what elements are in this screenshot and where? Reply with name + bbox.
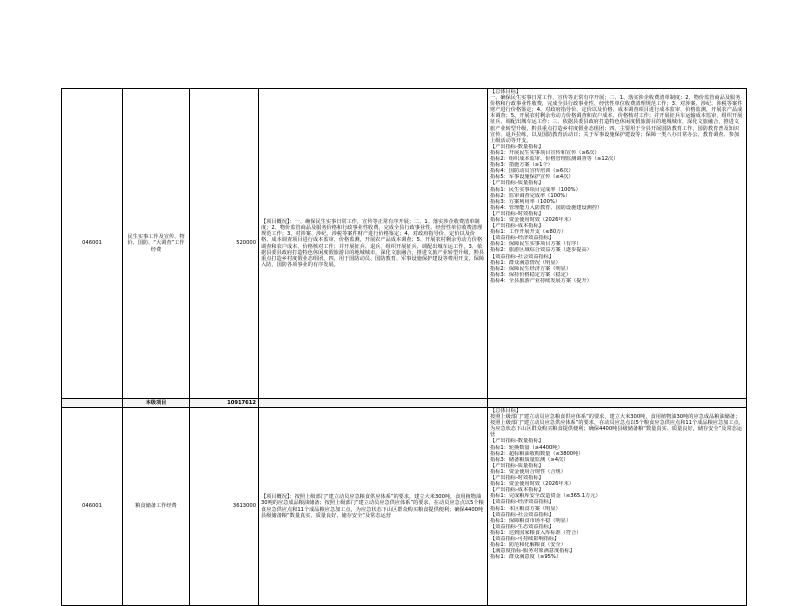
- goal-line: 【产出指标-成本指标】: [490, 487, 544, 494]
- goal-line: 指标2：旅游区域综合效益方案（逐步提高）: [490, 247, 592, 254]
- goal-line: 指标1：轮换数量（≥4400吨）: [490, 444, 563, 451]
- project-name: 粮食储备工作经费: [123, 408, 190, 606]
- goal-line: 按照上级部门“建立动员应急粮食供应体系”的要求，建立大米300吨，食用植物油30吨的应急成品粮油储备；按照上级部门“建立动员应急供应体系”的要求，在动员应急点以5个粮食应急供应点和11个成品粮应急加工点，为应急状态下山区群众购买粮食提供便利；确保4400吨县级储备粮“数量真实、质量良好，储存安全”及常态运营: [490, 414, 744, 439]
- goal-line: 指标1：完成粮库安全改造资金（≤365.1万元）: [490, 493, 601, 500]
- project-description: 【项目概况】：一、确保民生实事日常工作，宣传等正常有序开展；二、1、落实涉企收费清单制度；2、物价监管商品及服务价格和行政事业性收费，完成全县行政事业性、经营性单位收费清理规范工作；3、对涉案、涉纪、涉税等案件财产进行价格鉴定；4、对政府指导价、定价以及价格、成本调查项目进行成本监审、价格监测，开展农产品成本调查；5、开展农村剩余劳动力价格调查和农户成本、价格核对工作；并开展征兵、退兵、组织开展征兵、调配出城车运工作，3、依据县委县政府打造特色休闲度假旅游目的地城城市，深化文旅融合，推进文旅产业转型升级，黔县重点打造乡村度假业态组团，四、用于国防动员、国防教育、军事设施保护建设等费用开支，保障入防、国防各项事业的有序发展。: [259, 89, 488, 399]
- empty-cell: [62, 399, 123, 408]
- goal-line: 【效益指标-社会效益指标】: [490, 511, 555, 518]
- table-row: [62, 89, 747, 399]
- goal-line: 【效益指标-生态效益指标】: [490, 523, 555, 530]
- goal-line: 指标1：工作开展开支（≤80万）: [490, 229, 567, 236]
- goal-line: 【产出指标-质量指标】: [490, 462, 544, 469]
- goal-line: 指标1：防范和化解粮食（安全）: [490, 542, 566, 549]
- goal-line: 【产出指标-数量指标】: [490, 438, 544, 445]
- empty-cell: [259, 399, 488, 408]
- goal-heading: 【总体目标】: [490, 89, 522, 95]
- project-amount: 3613000: [190, 408, 259, 606]
- performance-goals: [488, 89, 747, 399]
- goal-line: 指标1：保障民生实事项目方案（有序）: [490, 241, 582, 248]
- goal-line: 指标2：保障民生经济方案（明显）: [490, 265, 572, 272]
- goal-line: 指标2：组织成本监审、价格管理监测调查等（≥12次）: [490, 156, 619, 163]
- goal-line: 指标1：本区粮食方案（明显）: [490, 505, 561, 512]
- goal-line: 【效益指标-经济效益指标】: [490, 235, 555, 242]
- goal-line: 【满意度指标-服务对象满意度指标】: [490, 548, 575, 555]
- project-name: 民生实事工作及宣传、物价、国防、“大调查”工作经费: [123, 89, 190, 399]
- goal-line: 指标2：超标粮油收购数量（≤3800吨）: [490, 450, 584, 457]
- goal-line: 指标3：保持价格稳定方案（稳定）: [490, 271, 572, 278]
- goal-line: 指标1：资金使用时效（2026年末）: [490, 216, 574, 223]
- project-code: 046001: [62, 408, 123, 606]
- goal-line: 指标1：开展民生实事项目宣传和宣传（≥6次）: [490, 149, 600, 156]
- goal-line: 一、确保民生实事日常工作，宣传等正常有序开展；二、1、落实涉企收费清单制度；2、物价监管商品及服务价格和行政事业性收费，完成全县行政事业性、经营性单位收费清理规范工作；3、对涉案、涉纪、涉税等案件财产进行价格鉴定；4、对政府指导价、定价以及价格、成本调查项目进行成本监审、价格监测，开展农产品成本调查；5、开展农村剩余劳动力价格调查和农户成本、价格核对工作；并开展征兵车运输成本监审、组织开展征兵、调配出城车运工作；三、依据县委县政府打造特色休闲度假旅游目的地城城市，深化文旅融合，推进文旅产业转型升级，黔县重点打造乡村度假业态组团；四、主要用于全县开展国防教育工作，国防教育普及知识宣传、退兵拉练，以及国防教育活动日；关于军事设施保护建设等；保障一类八办日常办公、教育调查、参加上级活动等开支。: [490, 95, 743, 144]
- goal-line: 【效益指标-社会效益指标】: [490, 253, 555, 260]
- project-code: 046001: [62, 89, 123, 399]
- goal-line: 【效益指标-可持续影响指标】: [490, 535, 560, 542]
- goal-line: 【产出指标-质量指标】: [490, 180, 544, 187]
- goal-line: 指标2：监审调查完成率（100%）: [490, 192, 571, 199]
- goal-line: 指标1：资金使用合规性（合规）: [490, 468, 566, 475]
- goal-line: 【产出指标-成本指标】: [490, 223, 544, 230]
- project-description: 【项目概况】：按照上级部门“建立动员应急粮食供应体系”的要求，建立大米300吨，食用植物油30吨的应急成品粮油储备；按照上级部门“建立动员应急供应体系”的要求，在动员应急点以5个粮食应急供应点和11个成品粮应急加工点，为应急状态下山区群众购买粮食提供便利；确保4400吨县级储备粮“数量真实、质量良好，储存安全”及常态运营: [259, 408, 488, 606]
- goal-line: 指标3：储备粮质量监测（≥4次）: [490, 456, 569, 463]
- table-row: [62, 408, 747, 606]
- goal-line: 【产出指标-时效指标】: [490, 475, 544, 482]
- subtotal-amount: 10917612: [190, 399, 259, 408]
- goal-lines: [490, 408, 744, 560]
- goal-line: 【产出指标-时效指标】: [490, 210, 544, 217]
- performance-goals: [488, 408, 747, 606]
- goal-line: 指标3：方案利用率（100%）: [490, 198, 561, 205]
- goal-heading: 【总体目标】: [490, 408, 522, 414]
- subtotal-row: [62, 399, 747, 408]
- goal-line: 【效益指标-经济效益指标】: [490, 499, 555, 506]
- goal-line: 指标1：达到国家粮食入库标准（符合）: [490, 529, 582, 536]
- goal-line: 指标4：管理能力入防教育、国防设施建设测控）: [490, 204, 603, 211]
- subtotal-label: 本级项目: [123, 399, 190, 408]
- goal-lines: [490, 89, 744, 284]
- goal-line: 指标1：资金使用时效（2026年末）: [490, 481, 574, 488]
- empty-cell: [488, 399, 747, 408]
- goal-line: 指标5：军事设施保护宣传（≤4次）: [490, 174, 574, 181]
- goal-line: 【产出指标-数量指标】: [490, 143, 544, 150]
- goal-line: 指标1：群众满意度（≥95%）: [490, 554, 562, 561]
- goal-line: 指标1：保障粮食市场平稳（明显）: [490, 517, 572, 524]
- project-amount: 520000: [190, 89, 259, 399]
- goal-line: 指标4：国防动员宣传培训（≥6次）: [490, 168, 574, 175]
- budget-project-table: [61, 88, 747, 606]
- goal-line: 指标4：全县旅游产业持续发展方案（提升）: [490, 277, 592, 284]
- goal-line: 指标1：群众满意情况（明显）: [490, 259, 561, 266]
- goal-line: 指标1：民生实事项目完成率（100%）: [490, 186, 581, 193]
- goal-line: 指标3：措施方案（≥1个）: [490, 162, 553, 169]
